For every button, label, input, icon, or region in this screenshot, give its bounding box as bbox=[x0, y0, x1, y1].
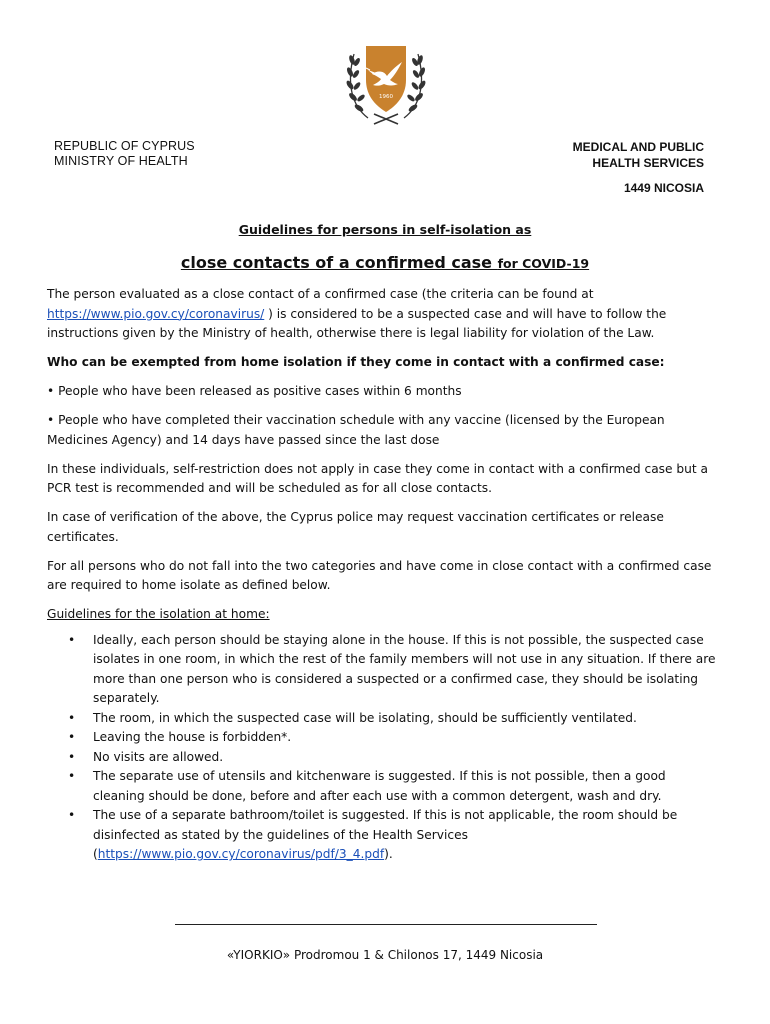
header-services-line1: MEDICAL AND PUBLIC bbox=[572, 140, 704, 154]
document-title-line1: Guidelines for persons in self-isolation as bbox=[238, 222, 532, 237]
paragraph: For all persons who do not fall into the two categories and have come in close contact with a confirmed case are required to home isolate as defined below. bbox=[47, 558, 712, 592]
list-item: • Leaving the house is forbidden*. bbox=[47, 728, 717, 748]
list-item: • The use of a separate bathroom/toilet is suggested. If this is not applicable, the room should be disinfected as stated by the guidelines of the Health Services (https://www.pio.gov.cy/coronavirus/pdf/3_4.pdf). bbox=[68, 808, 678, 861]
header-services-line2: HEALTH SERVICES bbox=[592, 156, 704, 170]
paragraph: In these individuals, self-restriction does not apply in case they come in contact with a confirmed case but a PCR test is recommended and will be scheduled as for all close contacts. bbox=[47, 461, 708, 495]
bullet-icon: • bbox=[68, 730, 76, 744]
bullet-icon: • bbox=[68, 632, 76, 647]
bullet-icon: • bbox=[68, 710, 76, 725]
intro-paragraph: The person evaluated as a close contact of a confirmed case (the criteria can be found at https://www.pio.gov.cy/coronavirus/ ) is considered to be a suspected case and will have to follow the instructions given by the Ministry of health, otherwise there is legal liability for violation of the Law. bbox=[47, 287, 667, 340]
bullet-icon: • bbox=[68, 808, 76, 822]
list-item: • No visits are allowed. bbox=[47, 748, 717, 768]
guidelines-list bbox=[47, 631, 717, 865]
coat-of-arms-emblem bbox=[338, 40, 434, 128]
bullet-icon: • bbox=[68, 749, 76, 764]
list-item: • The room, in which the suspected case will be isolating, should be sufficiently ventilated. bbox=[47, 709, 717, 729]
olive-branch-right-icon bbox=[404, 54, 427, 118]
coronavirus-info-link[interactable]: https://www.pio.gov.cy/coronavirus/ bbox=[47, 306, 265, 321]
olive-branch-left-icon bbox=[345, 54, 368, 118]
document-body bbox=[47, 285, 717, 865]
guidelines-heading: Guidelines for the isolation at home: bbox=[47, 607, 270, 621]
list-item: • The separate use of utensils and kitchenware is suggested. If this is not possible, then a good cleaning should be done, before and after each use with a common detergent, wash and dry. bbox=[68, 769, 666, 803]
header-country: REPUBLIC OF CYPRUS bbox=[54, 139, 195, 153]
bullet-icon: • bbox=[68, 769, 76, 783]
footer-address: «YIORKIO» Prodromou 1 & Chilonos 17, 1449 Nicosia bbox=[226, 948, 544, 962]
emblem-year: 1960 bbox=[379, 94, 393, 100]
header-ministry: MINISTRY OF HEALTH bbox=[54, 154, 188, 168]
exemption-heading: Who can be exempted from home isolation if they come in contact with a confirmed case: bbox=[47, 355, 665, 369]
services-header bbox=[573, 139, 704, 196]
header-city: 1449 NICOSIA bbox=[623, 181, 704, 195]
exemption-item: • People who have been released as positive cases within 6 months bbox=[47, 384, 462, 398]
title-main: close contacts of a confirmed case bbox=[180, 253, 493, 272]
document-title-line2 bbox=[0, 253, 770, 272]
ministry-header bbox=[54, 139, 195, 169]
health-services-pdf-link[interactable]: https://www.pio.gov.cy/coronavirus/pdf/3_4.pdf bbox=[97, 847, 385, 861]
list-item: • Ideally, each person should be staying alone in the house. If this is not possible, the suspected case isolates in one room, in which the rest of the family members will not use in any situation. If there are more than one person who is considered a suspected or a confirmed case, they should be isolating separately. bbox=[68, 632, 716, 705]
footer-divider bbox=[175, 924, 597, 925]
title-suffix: for COVID-19 bbox=[497, 256, 590, 271]
exemption-item: • People who have completed their vaccination schedule with any vaccine (licensed by the European Medicines Agency) and 14 days have passed since the last dose bbox=[47, 413, 665, 447]
paragraph: In case of verification of the above, the Cyprus police may request vaccination certificates or release certificates. bbox=[47, 510, 664, 544]
